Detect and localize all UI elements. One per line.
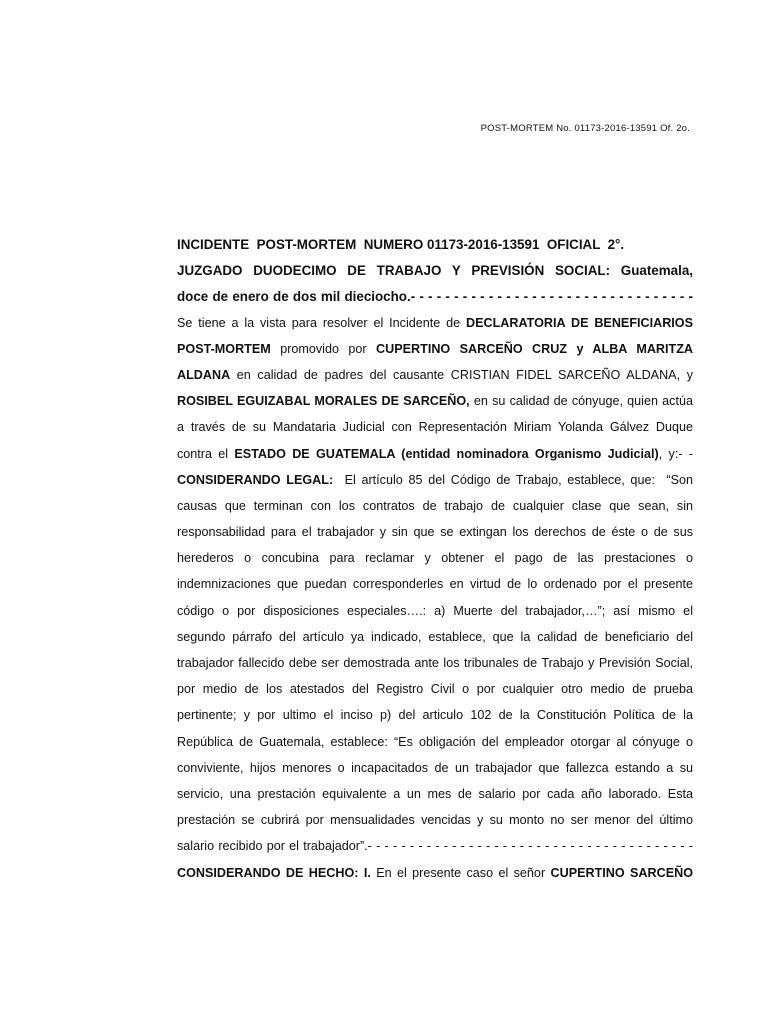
- document-line: [177, 315, 693, 341]
- document-line: [177, 629, 693, 655]
- bold-text-segment: ALDANA: [177, 367, 231, 382]
- document-line: [177, 838, 693, 864]
- bold-text-segment: POST-MORTEM: [177, 341, 271, 356]
- bold-text-segment: ESTADO DE GUATEMALA (entidad nominadora Organismo Judicial): [234, 446, 659, 461]
- document-line: [177, 419, 693, 445]
- bold-text-segment: CUPERTINO SARCEÑO: [550, 865, 694, 880]
- document-line: [177, 576, 693, 602]
- document-line: [177, 707, 693, 733]
- text-segment: segundo párrafo del artículo ya indicado, establece, que la calidad de beneficiario del: [177, 629, 693, 644]
- text-segment: prestación se cubrirá por mensualidades vencidas y su monto no ser menor del último: [177, 813, 693, 828]
- text-segment: en calidad de padres del causante CRISTIAN FIDEL SARCEÑO ALDANA, y: [230, 367, 693, 382]
- document-line: [177, 734, 693, 760]
- bold-text-segment: INCIDENTE POST-MORTEM NUMERO 01173-2016-13591 OFICIAL 2°.: [177, 237, 625, 252]
- bold-text-segment: doce de enero de dos mil dieciocho.- - - - - - - - - - - - - - - - - - - - - - - - - - - - - - - - -: [177, 289, 693, 305]
- text-segment: Se tiene a la vista para resolver el Incidente de: [177, 315, 466, 330]
- document-line: [177, 524, 693, 550]
- document-line: [177, 786, 693, 812]
- document-line: [177, 288, 693, 314]
- text-segment: servicio, una prestación equivalente a un mes de salario por cada año laborado. Esta: [177, 786, 693, 801]
- bold-text-segment: CONSIDERANDO DE HECHO: I.: [177, 865, 371, 880]
- document-line: [177, 812, 693, 838]
- document-line: [177, 367, 693, 393]
- text-segment: a través de su Mandataria Judicial con Representación Miriam Yolanda Gálvez Duque: [177, 420, 693, 435]
- text-segment: responsabilidad para el trabajador y sin que se extingan los derechos de éste o de sus: [177, 525, 693, 540]
- resolution-body: [177, 236, 693, 891]
- text-segment: trabajador fallecido debe ser demostrada ante los tribunales de Trabajo y Previsión Social,: [177, 656, 693, 670]
- bold-text-segment: CONSIDERANDO LEGAL:: [177, 472, 334, 487]
- text-segment: En el presente caso el señor: [370, 865, 551, 880]
- text-segment: en su calidad de cónyuge, quien actúa: [469, 394, 693, 409]
- document-line: [177, 236, 693, 262]
- document-line: [177, 760, 693, 786]
- text-segment: indemnizaciones que puedan corresponderles en virtud de lo ordenado por el presente: [177, 577, 693, 592]
- document-line: [177, 655, 693, 681]
- document-line: [177, 472, 693, 498]
- document-line: [177, 446, 693, 472]
- document-line: [177, 498, 693, 524]
- bold-text-segment: DECLARATORIA DE BENEFICIARIOS: [466, 315, 693, 330]
- document-line: [177, 341, 693, 367]
- text-segment: salario recibido por el trabajador”.- - - - - - - - - - - - - - - - - - - - - - - - - - - - - - - - - - - - - - -: [177, 839, 693, 854]
- document-line: [177, 681, 693, 707]
- text-segment: pertinente; y por ultimo el inciso p) del articulo 102 de la Constitución Política de la: [177, 708, 693, 723]
- document-line: [177, 262, 693, 288]
- document-line: [177, 393, 693, 419]
- text-segment: promovido por: [270, 341, 377, 356]
- document-reference: POST-MORTEM No. 01173-2016-13591 Of. 2o.: [480, 123, 690, 134]
- document-line: [177, 603, 693, 629]
- text-segment: conviviente, hijos menores o incapacitados de un trabajador que fallezca estando a su: [177, 760, 693, 775]
- text-segment: causas que terminan con los contratos de trabajo de cualquier clase que sean, sin: [177, 498, 693, 513]
- text-segment: código o por disposiciones especiales….: a) Muerte del trabajador,…”; así mismo el: [177, 603, 693, 618]
- document-line: [177, 550, 693, 576]
- text-segment: contra el: [177, 446, 235, 461]
- text-segment: , y:- -: [658, 446, 693, 461]
- text-segment: El artículo 85 del Código de Trabajo, establece, que: “Son: [333, 472, 693, 487]
- bold-text-segment: ROSIBEL EGUIZABAL MORALES DE SARCEÑO,: [177, 394, 470, 409]
- text-segment: herederos o concubina para reclamar y obtener el pago de las prestaciones o: [177, 551, 693, 566]
- bold-text-segment: JUZGADO DUODECIMO DE TRABAJO Y PREVISIÓN SOCIAL: Guatemala,: [177, 263, 693, 279]
- document-line: [177, 865, 693, 891]
- text-segment: por medio de los atestados del Registro Civil o por cualquier otro medio de prueba: [177, 682, 693, 697]
- bold-text-segment: CUPERTINO SARCEÑO CRUZ y ALBA MARITZA: [376, 341, 693, 356]
- text-segment: República de Guatemala, establece: “Es obligación del empleador otorgar al cónyuge o: [177, 734, 693, 749]
